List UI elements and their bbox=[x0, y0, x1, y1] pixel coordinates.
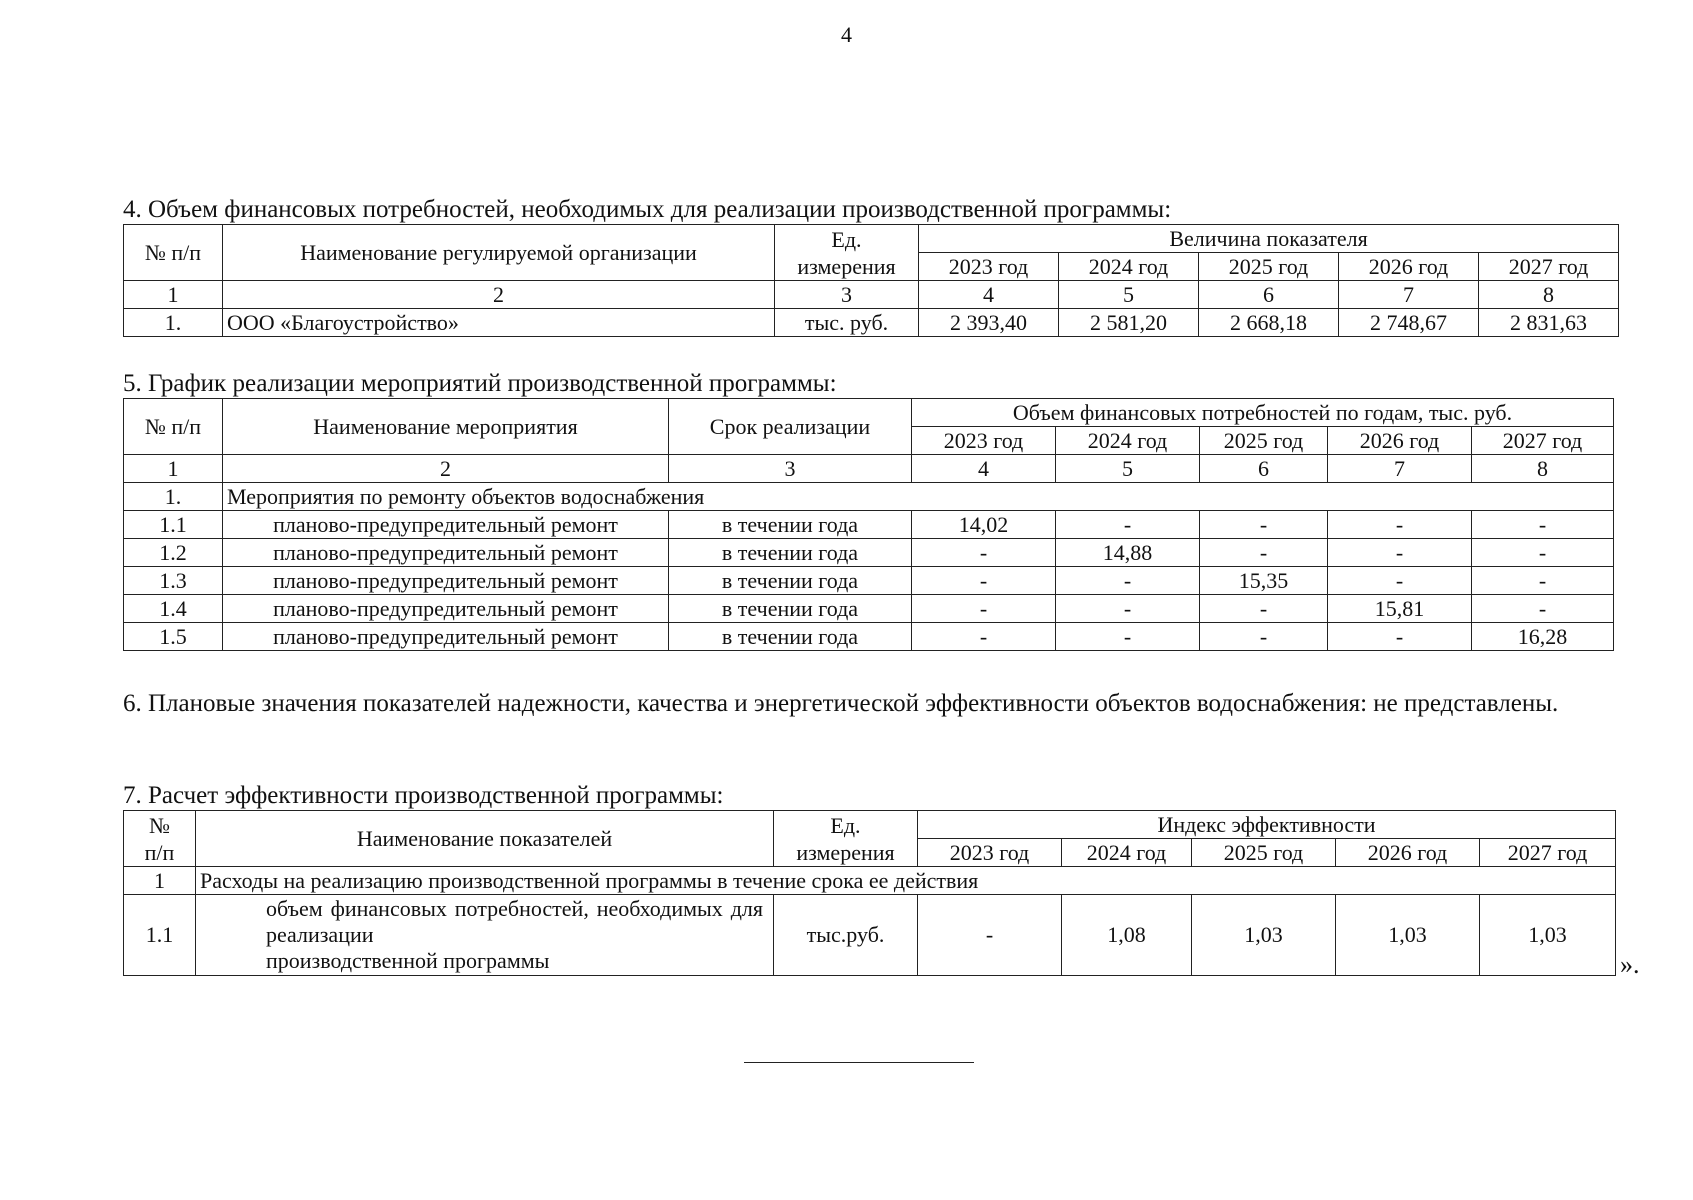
row-value: 1,08 bbox=[1062, 895, 1192, 976]
table-row bbox=[124, 895, 1616, 976]
header-year: 2026 год bbox=[1339, 253, 1479, 281]
row-term: в течении года bbox=[669, 567, 912, 595]
column-numbers-row bbox=[124, 455, 1614, 483]
column-number: 7 bbox=[1328, 455, 1472, 483]
group-name: Расходы на реализацию производственной программы в течение срока ее действия bbox=[196, 867, 1616, 895]
header-org: Наименование регулируемой организации bbox=[223, 225, 775, 281]
header-num: № п/п bbox=[124, 399, 223, 455]
header-name: Наименование мероприятия bbox=[223, 399, 669, 455]
row-value: - bbox=[1328, 539, 1472, 567]
row-num: 1.4 bbox=[124, 595, 223, 623]
column-number: 3 bbox=[669, 455, 912, 483]
row-value: 2 581,20 bbox=[1059, 309, 1199, 337]
row-value: 2 831,63 bbox=[1479, 309, 1619, 337]
group-num: 1 bbox=[124, 867, 196, 895]
row-value: - bbox=[912, 623, 1056, 651]
row-value: - bbox=[1200, 511, 1328, 539]
column-number: 8 bbox=[1472, 455, 1614, 483]
section-7-title: 7. Расчет эффективности производственной программы: bbox=[123, 782, 724, 809]
section-5-title: 5. График реализации мероприятий производственной программы: bbox=[123, 370, 837, 397]
header-name: Наименование показателей bbox=[196, 811, 774, 867]
row-value: 2 748,67 bbox=[1339, 309, 1479, 337]
column-number: 4 bbox=[919, 281, 1059, 309]
row-value: - bbox=[1472, 567, 1614, 595]
table-row bbox=[124, 567, 1614, 595]
row-value: - bbox=[912, 539, 1056, 567]
table-row bbox=[124, 623, 1614, 651]
group-num: 1. bbox=[124, 483, 223, 511]
row-value: 15,35 bbox=[1200, 567, 1328, 595]
row-value: - bbox=[1328, 511, 1472, 539]
row-num: 1.5 bbox=[124, 623, 223, 651]
row-value: - bbox=[1056, 567, 1200, 595]
column-number: 4 bbox=[912, 455, 1056, 483]
row-name: планово-предупредительный ремонт bbox=[223, 539, 669, 567]
header-num: № п/п bbox=[124, 811, 196, 867]
header-year: 2025 год bbox=[1192, 839, 1336, 867]
column-number: 1 bbox=[124, 455, 223, 483]
row-unit: тыс. руб. bbox=[775, 309, 919, 337]
row-name: планово-предупредительный ремонт bbox=[223, 623, 669, 651]
header-year: 2026 год bbox=[1336, 839, 1480, 867]
row-value: - bbox=[1472, 539, 1614, 567]
row-value: - bbox=[1328, 623, 1472, 651]
header-year: 2024 год bbox=[1059, 253, 1199, 281]
org-name: ООО «Благоустройство» bbox=[223, 309, 775, 337]
header-year: 2027 год bbox=[1480, 839, 1616, 867]
schedule-table bbox=[123, 398, 1614, 651]
row-name: планово-предупредительный ремонт bbox=[223, 567, 669, 595]
efficiency-table bbox=[123, 810, 1616, 976]
row-value: - bbox=[912, 595, 1056, 623]
row-value: - bbox=[1472, 595, 1614, 623]
header-year: 2025 год bbox=[1200, 427, 1328, 455]
header-year: 2023 год bbox=[918, 839, 1062, 867]
row-name: объем финансовых потребностей, необходимых для реализации производственной программы bbox=[196, 895, 774, 976]
group-name: Мероприятия по ремонту объектов водоснабжения bbox=[223, 483, 1614, 511]
column-number: 1 bbox=[124, 281, 223, 309]
header-num: № п/п bbox=[124, 225, 223, 281]
closing-quote-mark: ». bbox=[1620, 950, 1640, 979]
column-number: 2 bbox=[223, 281, 775, 309]
row-value: 2 393,40 bbox=[919, 309, 1059, 337]
row-term: в течении года bbox=[669, 511, 912, 539]
row-num: 1.3 bbox=[124, 567, 223, 595]
group-row bbox=[124, 483, 1614, 511]
header-unit: Ед. измерения bbox=[774, 811, 918, 867]
header-year: 2026 год bbox=[1328, 427, 1472, 455]
section-6-text: 6. Плановые значения показателей надежности, качества и энергетической эффективности объектов водоснабжения: не представлены. bbox=[123, 690, 1559, 717]
footer-divider bbox=[744, 1062, 974, 1063]
row-name: планово-предупредительный ремонт bbox=[223, 595, 669, 623]
header-term: Срок реализации bbox=[669, 399, 912, 455]
row-value: - bbox=[1056, 511, 1200, 539]
header-value: Величина показателя bbox=[919, 225, 1619, 253]
row-value: 15,81 bbox=[1328, 595, 1472, 623]
column-numbers-row bbox=[124, 281, 1619, 309]
row-num: 1.1 bbox=[124, 511, 223, 539]
header-unit: Ед. измерения bbox=[775, 225, 919, 281]
header-volume: Объем финансовых потребностей по годам, тыс. руб. bbox=[912, 399, 1614, 427]
header-year: 2023 год bbox=[912, 427, 1056, 455]
table-row bbox=[124, 595, 1614, 623]
table-row bbox=[124, 539, 1614, 567]
header-year: 2023 год bbox=[919, 253, 1059, 281]
column-number: 5 bbox=[1059, 281, 1199, 309]
row-value: 1,03 bbox=[1192, 895, 1336, 976]
row-num: 1.2 bbox=[124, 539, 223, 567]
row-value: 16,28 bbox=[1472, 623, 1614, 651]
header-year: 2024 год bbox=[1062, 839, 1192, 867]
row-value: - bbox=[918, 895, 1062, 976]
group-row bbox=[124, 867, 1616, 895]
row-unit: тыс.руб. bbox=[774, 895, 918, 976]
row-value: 14,88 bbox=[1056, 539, 1200, 567]
row-value: - bbox=[1056, 623, 1200, 651]
row-value: 1,03 bbox=[1336, 895, 1480, 976]
header-year: 2025 год bbox=[1199, 253, 1339, 281]
column-number: 6 bbox=[1200, 455, 1328, 483]
row-value: - bbox=[1056, 595, 1200, 623]
row-term: в течении года bbox=[669, 539, 912, 567]
header-year: 2024 год bbox=[1056, 427, 1200, 455]
section-4-title: 4. Объем финансовых потребностей, необходимых для реализации производственной программы: bbox=[123, 196, 1172, 223]
row-value: - bbox=[1472, 511, 1614, 539]
header-year: 2027 год bbox=[1472, 427, 1614, 455]
row-value: 1,03 bbox=[1480, 895, 1616, 976]
column-number: 5 bbox=[1056, 455, 1200, 483]
row-value: - bbox=[912, 567, 1056, 595]
row-value: 2 668,18 bbox=[1199, 309, 1339, 337]
column-number: 7 bbox=[1339, 281, 1479, 309]
column-number: 3 bbox=[775, 281, 919, 309]
row-value: - bbox=[1200, 595, 1328, 623]
row-value: - bbox=[1328, 567, 1472, 595]
column-number: 6 bbox=[1199, 281, 1339, 309]
header-index: Индекс эффективности bbox=[918, 811, 1616, 839]
row-value: 14,02 bbox=[912, 511, 1056, 539]
row-term: в течении года bbox=[669, 595, 912, 623]
row-value: - bbox=[1200, 539, 1328, 567]
column-number: 8 bbox=[1479, 281, 1619, 309]
row-name: планово-предупредительный ремонт bbox=[223, 511, 669, 539]
table-row bbox=[124, 511, 1614, 539]
financial-needs-table bbox=[123, 224, 1619, 337]
row-term: в течении года bbox=[669, 623, 912, 651]
page-number: 4 bbox=[841, 22, 852, 47]
row-num: 1. bbox=[124, 309, 223, 337]
table-row bbox=[124, 309, 1619, 337]
column-number: 2 bbox=[223, 455, 669, 483]
row-value: - bbox=[1200, 623, 1328, 651]
header-year: 2027 год bbox=[1479, 253, 1619, 281]
row-num: 1.1 bbox=[124, 895, 196, 976]
